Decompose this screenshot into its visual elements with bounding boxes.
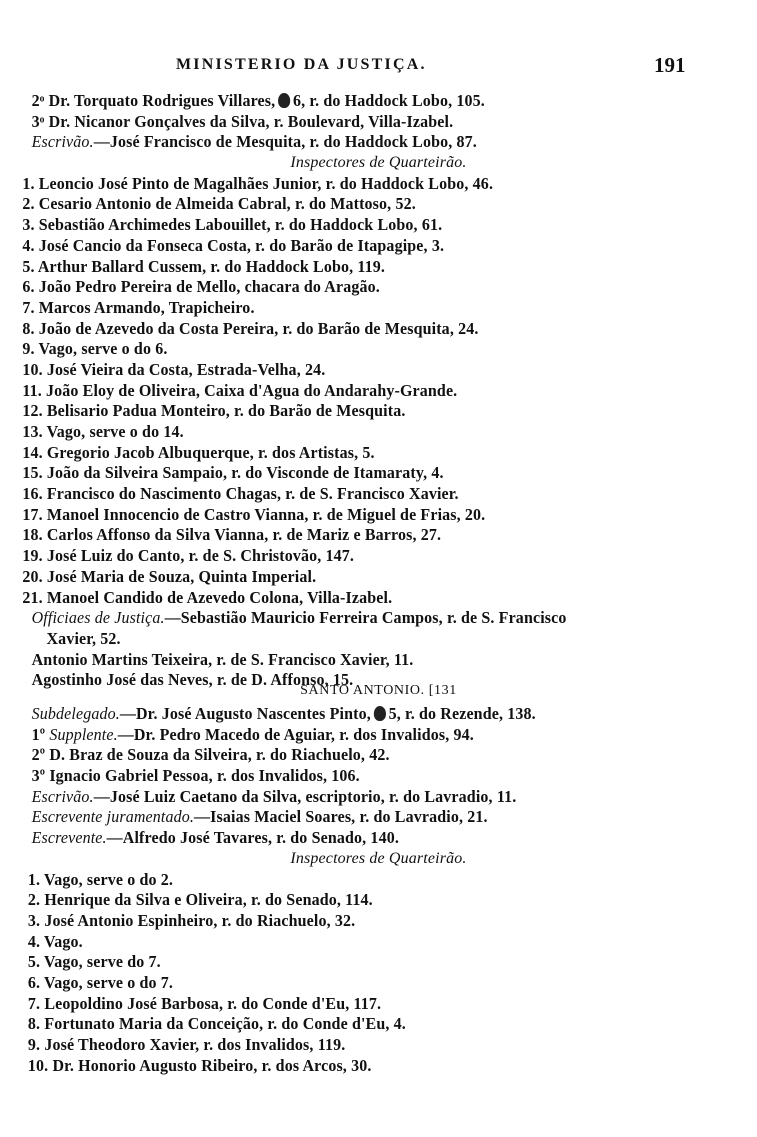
list-item: [0, 194, 704, 215]
entry-text: D. Braz de Souza da Silveira, r. do Riachuelo, 42.: [49, 745, 390, 765]
list-item: [0, 828, 704, 849]
running-title: MINISTERIO DA JUSTIÇA.: [176, 56, 427, 73]
role-label: Supplente.: [49, 724, 118, 744]
section-santo-antonio: [0, 678, 757, 1076]
list-item: [0, 973, 704, 994]
list-item: [0, 588, 704, 609]
entry-text: —Dr. José Augusto Nascentes Pinto,: [119, 704, 371, 723]
list-item: [0, 236, 704, 257]
entry-text: João da Silveira Sampaio, r. do Visconde de Itamaraty, 4.: [46, 463, 444, 483]
role-label: Escrevente.: [31, 828, 107, 848]
list-item: [0, 807, 704, 828]
list-item: [0, 1035, 704, 1056]
item-number: 4.: [22, 235, 35, 255]
list-item: [0, 546, 704, 567]
item-number: 2º: [31, 745, 46, 765]
entry-text: José Maria de Souza, Quinta Imperial.: [46, 566, 317, 586]
entry-text: —José Francisco de Mesquita, r. do Haddock Lobo, 87.: [93, 132, 477, 152]
item-number: 3º: [31, 766, 46, 786]
entry-text: Henrique da Silva e Oliveira, r. do Senado, 114.: [44, 890, 373, 910]
list-item: [0, 174, 704, 195]
list-item: [0, 952, 704, 973]
item-number: 17.: [22, 504, 43, 524]
entry-text: Leoncio José Pinto de Magalhães Junior, r. do Haddock Lobo, 46.: [38, 173, 494, 193]
entry-text: José Luiz do Canto, r. de S. Christovão, 147.: [46, 546, 355, 566]
entry-text-continued: 5, r. do Rezende, 138.: [388, 704, 536, 723]
list-item: [0, 401, 704, 422]
item-number: 5.: [22, 256, 35, 276]
entry-text: Agostinho José das Neves, r. de D. Affonso, 15.: [31, 670, 354, 690]
entry-text: SANTO ANTONIO. [131: [300, 683, 457, 698]
entry-text: José Antonio Espinheiro, r. do Riachuelo, 32.: [44, 910, 356, 930]
entry-text: Marcos Armando, Trapicheiro.: [38, 297, 255, 317]
item-number: 2.: [22, 194, 35, 214]
item-number: 2.: [27, 890, 41, 910]
entry-text: João de Azevedo da Costa Pereira, r. do Barão de Mesquita, 24.: [38, 318, 479, 338]
page-header: [0, 53, 757, 80]
item-number: 3.: [27, 910, 41, 930]
list-item: [0, 91, 704, 112]
entry-text: Cesario Antonio de Almeida Cabral, r. do Mattoso, 52.: [38, 194, 416, 214]
item-number: 9.: [27, 1035, 41, 1054]
entry-text: Arthur Ballard Cussem, r. do Haddock Lobo, 119.: [37, 256, 386, 276]
list-item: [0, 319, 704, 340]
section-engenho-velho: [0, 91, 757, 691]
list-item: [0, 629, 704, 650]
item-number: 2ᵒ: [31, 91, 45, 110]
item-number: 1º: [31, 724, 46, 744]
role-label: Officiaes de Justiça.: [31, 608, 165, 628]
entry-text: João Eloy de Oliveira, Caixa d'Agua do Andarahy-Grande.: [45, 380, 458, 400]
item-number: 5.: [27, 952, 41, 972]
list-item: [0, 112, 704, 133]
item-number: 3ᵒ: [31, 111, 45, 131]
list-item: [0, 277, 704, 298]
list-item: [0, 484, 704, 505]
list-item: [0, 257, 704, 278]
entry-text: Vago, serve do 7.: [44, 952, 161, 972]
list-item: [0, 932, 704, 953]
section-heading: [0, 849, 757, 870]
entry-text: Antonio Martins Teixeira, r. de S. Francisco Xavier, 11.: [31, 649, 414, 669]
entry-text: Manoel Innocencio de Castro Vianna, r. de Miguel de Frias, 20.: [46, 504, 486, 524]
item-number: 7.: [22, 297, 35, 317]
entry-text: Gregorio Jacob Albuquerque, r. dos Artistas, 5.: [46, 442, 375, 462]
list-item: [0, 725, 704, 746]
entry-text: Vago, serve o do 6.: [38, 339, 168, 359]
page-number: 191: [654, 53, 686, 77]
entry-text: Carlos Affonso da Silva Vianna, r. de Mariz e Barros, 27.: [46, 525, 442, 545]
order-insignia-icon: [278, 93, 290, 108]
entry-text: Francisco do Nascimento Chagas, r. de S. Francisco Xavier.: [46, 484, 459, 504]
entry-text: José Theodoro Xavier, r. dos Invalidos, 119.: [44, 1035, 346, 1054]
list-item: [0, 443, 704, 464]
item-number: 19.: [22, 546, 43, 566]
list-item: [0, 911, 704, 932]
list-item: [0, 994, 704, 1015]
entry-text-continued: 6, r. do Haddock Lobo, 105.: [292, 91, 485, 110]
section-heading: [0, 678, 757, 704]
entry-text: Vago, serve o do 2.: [44, 869, 174, 889]
list-item: [0, 567, 704, 588]
order-insignia-icon: [374, 706, 386, 721]
item-number: 20.: [22, 566, 43, 586]
entry-text: Dr. Torquato Rodrigues Villares,: [48, 91, 276, 110]
role-label: Escrivão.: [31, 786, 94, 806]
list-item: [0, 745, 704, 766]
entry-text: Inspectores de Quarteirão.: [290, 154, 467, 172]
list-item: [0, 422, 704, 443]
list-item: [0, 215, 704, 236]
list-item: [0, 298, 704, 319]
role-label: Subdelegado.: [31, 704, 120, 723]
entry-text: Manoel Candido de Azevedo Colona, Villa-Izabel.: [46, 587, 393, 607]
entry-text: João Pedro Pereira de Mello, chacara do Aragão.: [38, 277, 380, 297]
item-number: 14.: [22, 442, 43, 462]
item-number: 6.: [27, 972, 41, 992]
entry-text: Ignacio Gabriel Pessoa, r. dos Invalidos, 106.: [49, 766, 360, 786]
entry-text: Belisario Padua Monteiro, r. do Barão de Mesquita.: [46, 401, 406, 421]
entry-text: —José Luiz Caetano da Silva, escriptorio, r. do Lavradio, 11.: [93, 786, 517, 806]
item-number: 3.: [22, 215, 35, 235]
item-number: 18.: [22, 525, 43, 545]
list-item: [0, 505, 704, 526]
entry-text: Xavier, 52.: [46, 628, 121, 648]
entry-text: José Vieira da Costa, Estrada-Velha, 24.: [46, 359, 326, 379]
item-number: 8.: [22, 318, 35, 338]
entry-text: Leopoldino José Barbosa, r. do Conde d'Eu, 117.: [44, 993, 382, 1013]
section-heading: [0, 153, 757, 174]
item-number: 8.: [27, 1014, 41, 1034]
entry-text: —Sebastião Mauricio Ferreira Campos, r. de S. Francisco: [164, 608, 567, 628]
entry-text: —Alfredo José Tavares, r. do Senado, 140.: [106, 828, 399, 848]
role-label: Escrivão.: [31, 132, 94, 152]
item-number: 10.: [27, 1055, 49, 1075]
list-item: [0, 360, 704, 381]
item-number: 4.: [27, 931, 41, 951]
entry-text: Inspectores de Quarteirão.: [290, 849, 467, 867]
entry-text: —Isaias Maciel Soares, r. do Lavradio, 21.: [194, 807, 488, 827]
list-item: [0, 704, 704, 725]
entry-text: Fortunato Maria da Conceição, r. do Conde d'Eu, 4.: [44, 1014, 406, 1034]
entry-text: Sebastião Archimedes Labouillet, r. do Haddock Lobo, 61.: [38, 215, 443, 235]
item-number: 1.: [27, 869, 41, 889]
item-number: 11.: [22, 380, 42, 400]
list-item: [0, 766, 704, 787]
item-number: 16.: [22, 484, 43, 504]
list-item: [0, 1014, 704, 1035]
item-number: 6.: [22, 277, 35, 297]
list-item: [0, 650, 704, 671]
item-number: 7.: [27, 993, 41, 1013]
list-item: [0, 1056, 704, 1077]
item-number: 15.: [22, 463, 43, 483]
list-item: [0, 787, 704, 808]
list-item: [0, 870, 704, 891]
entry-text: Vago, serve o do 7.: [44, 972, 174, 992]
entry-text: José Cancio da Fonseca Costa, r. do Barão de Itapagipe, 3.: [38, 235, 445, 255]
entry-text: —Dr. Pedro Macedo de Aguiar, r. dos Invalidos, 94.: [117, 724, 474, 744]
list-item: [0, 890, 704, 911]
list-item: [0, 132, 704, 153]
item-number: 12.: [22, 401, 43, 421]
entry-text: Dr. Nicanor Gonçalves da Silva, r. Boulevard, Villa-Izabel.: [48, 111, 454, 131]
list-item: [0, 608, 704, 629]
list-item: [0, 339, 704, 360]
item-number: 9.: [22, 339, 35, 359]
item-number: 10.: [22, 359, 43, 379]
item-number: 13.: [22, 422, 43, 441]
item-number: 21.: [22, 587, 43, 607]
entry-text: Dr. Honorio Augusto Ribeiro, r. dos Arcos, 30.: [52, 1055, 372, 1075]
list-item: [0, 381, 704, 402]
entry-text: Vago, serve o do 14.: [46, 422, 184, 441]
entry-text: Vago.: [44, 931, 83, 951]
list-item: [0, 463, 704, 484]
list-item: [0, 525, 704, 546]
role-label: Escrevente juramentado.: [31, 807, 195, 827]
item-number: 1.: [22, 173, 35, 193]
